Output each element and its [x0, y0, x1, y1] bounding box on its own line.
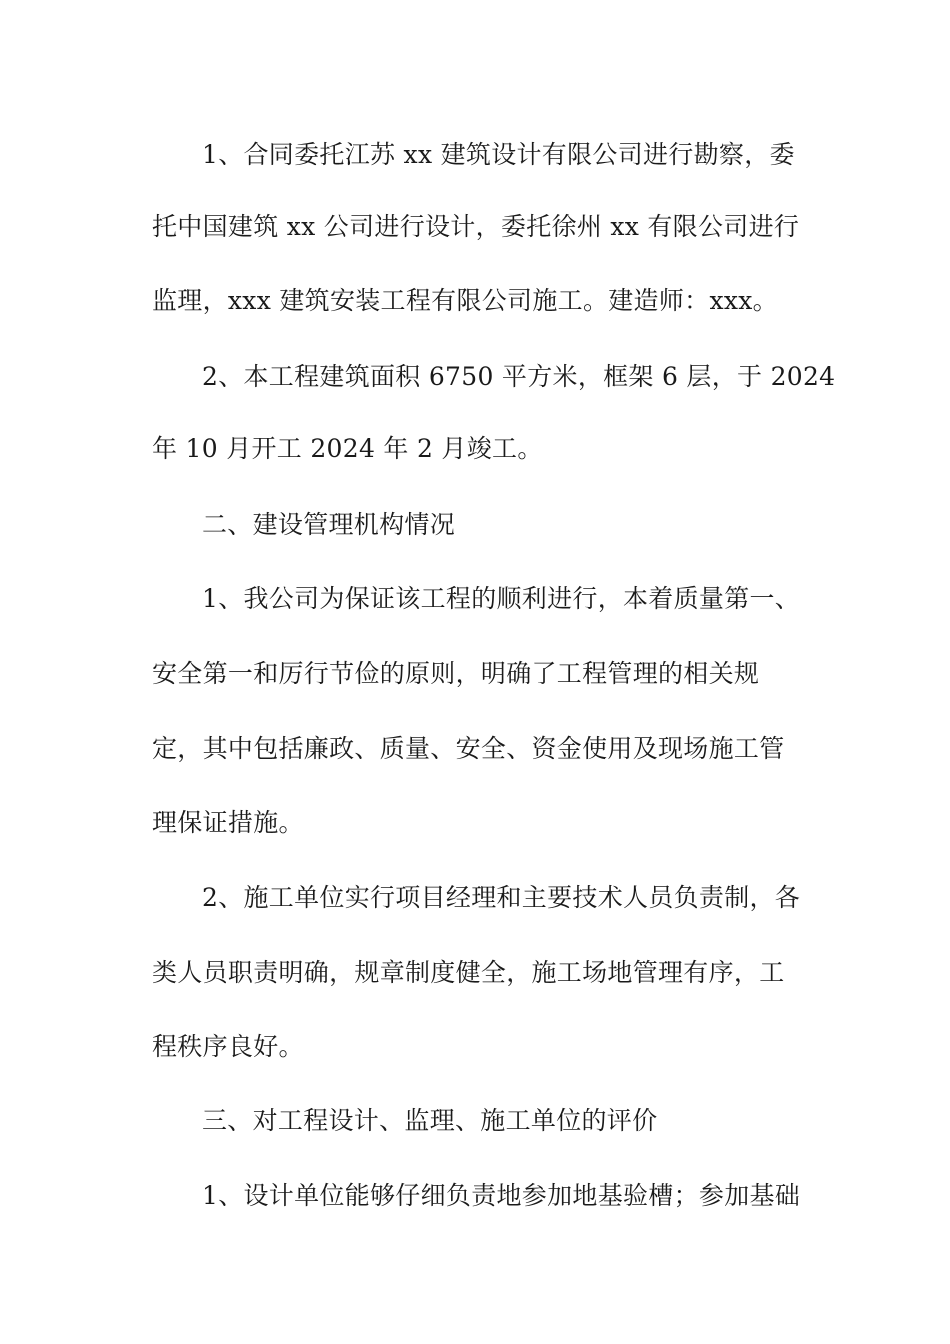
paragraph-1-line-1: 1、合同委托江苏 xx 建筑设计有限公司进行勘察，委 — [202, 140, 795, 169]
paragraph-3-line-2: 安全第一和厉行节俭的原则，明确了工程管理的相关规 — [152, 659, 760, 688]
paragraph-5-line-1: 1、设计单位能够仔细负责地参加地基验槽；参加基础 — [202, 1181, 801, 1210]
paragraph-3-line-3: 定，其中包括廉政、质量、安全、资金使用及现场施工管 — [152, 734, 785, 763]
paragraph-3-line-4: 理保证措施。 — [152, 808, 304, 837]
paragraph-4-line-3: 程秩序良好。 — [152, 1032, 304, 1061]
paragraph-3-line-1: 1、我公司为保证该工程的顺利进行，本着质量第一、 — [202, 584, 801, 613]
paragraph-1-line-2: 托中国建筑 xx 公司进行设计，委托徐州 xx 有限公司进行 — [152, 212, 800, 241]
section-heading-2: 二、建设管理机构情况 — [202, 510, 456, 539]
section-heading-3: 三、对工程设计、监理、施工单位的评价 — [202, 1106, 658, 1135]
paragraph-1-line-3: 监理，xxx 建筑安装工程有限公司施工。建造师：xxx。 — [152, 286, 778, 315]
paragraph-4-line-1: 2、施工单位实行项目经理和主要技术人员负责制，各 — [202, 883, 801, 912]
paragraph-2-line-1: 2、本工程建筑面积 6750 平方米，框架 6 层，于 2024 — [202, 362, 836, 391]
paragraph-4-line-2: 类人员职责明确，规章制度健全，施工场地管理有序，工 — [152, 958, 785, 987]
paragraph-2-line-2: 年 10 月开工 2024 年 2 月竣工。 — [152, 434, 543, 463]
